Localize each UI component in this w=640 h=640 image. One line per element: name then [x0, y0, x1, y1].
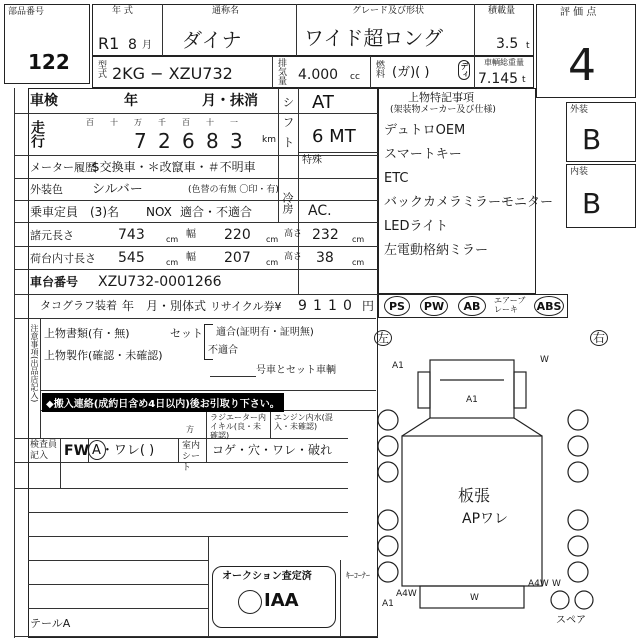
fuel-mark: ディ [460, 62, 469, 78]
mileage-digit: 3 [230, 129, 243, 153]
tacho-month: 月・別体式 [146, 299, 207, 313]
capacity-value: 3.5 [496, 36, 519, 52]
mileage-digit: 2 [158, 129, 171, 153]
grade-label: グレード及び形状 [352, 6, 425, 16]
year-era: R1 [98, 34, 120, 53]
dims-height: 232 [312, 227, 339, 243]
dims-label: 諸元長さ [30, 229, 74, 242]
displacement-label: 排気量 [276, 58, 286, 85]
type-label: 型式 [96, 60, 106, 78]
tacho-year: 年 [122, 299, 135, 313]
equipment-item: デュトロOEM [384, 123, 466, 138]
equipment-item: 左電動格納ミラー [384, 243, 489, 258]
equipment-item: バックカメラミラーモニター [384, 195, 554, 210]
fw-value: A・ワレ( ) [92, 443, 155, 458]
gross-value: 7.145 [478, 71, 519, 87]
equipment-title: 上物特記事項 [408, 91, 474, 104]
roof-mark: 方 [186, 425, 194, 434]
grade-value: ワイド超ロング [304, 26, 443, 50]
interior-seat-value: コゲ・穴・ワレ・破れ [212, 443, 333, 457]
capacity-unit: t [526, 41, 530, 51]
auction-label: オークション査定済 [222, 571, 312, 582]
key-corner-label: ｷｰｺｰﾅｰ [346, 571, 370, 580]
shift-at: AT [312, 92, 334, 113]
cargo-height: 38 [316, 250, 334, 266]
color-label: 外装色 [30, 183, 63, 196]
engine-water-note: エンジン内水(混入・未確認) [274, 413, 333, 431]
dims-length: 743 [118, 227, 145, 243]
damage-mark: A1 [382, 599, 394, 609]
exterior-grade: B [582, 123, 602, 156]
cargo-length: 545 [118, 250, 145, 266]
meter-options: $交換車・＊改竄車・＃不明車 [92, 160, 256, 174]
equipment-subtitle: (架装物メーカー及び仕様) [390, 105, 496, 115]
year-label: 年 式 [112, 6, 133, 16]
dims-width-label: 幅 [186, 229, 196, 240]
shaken-year: 年 [124, 93, 138, 109]
work-label: 上物製作(確認・未確認) [44, 349, 163, 362]
cargo-width: 207 [224, 250, 251, 266]
recycle-digit: 0 [343, 298, 352, 314]
dims-height-label: 高さ [284, 229, 303, 239]
exterior-label: 外装 [570, 105, 589, 115]
doc-label: 上物書類(有・無) [44, 327, 130, 340]
mileage-unit-header: 十 [110, 118, 118, 127]
cargo-length-unit: cm [166, 258, 179, 267]
pw-option: PW [420, 296, 448, 316]
auction-logo: IAA [264, 590, 299, 611]
nox-value: 適合・不適合 [180, 205, 253, 219]
spare-label: スペア [556, 615, 586, 626]
special-label: 特殊 [302, 155, 322, 166]
chassis-label: 車台番号 [30, 275, 79, 289]
air-brake-option: エアーブレーキ [494, 296, 526, 314]
displacement-unit: cc [350, 72, 360, 82]
damage-mark: W [470, 593, 479, 603]
seats-label: 乗車定員 [30, 205, 79, 219]
displacement-value: 4.000 [298, 67, 339, 83]
center-note-1: 板張 [458, 486, 491, 505]
meter-label: メーター履歴 [30, 161, 96, 174]
shaken-label: 車検 [30, 93, 58, 109]
mileage-digit: 6 [182, 129, 195, 153]
right-side-label: 右 [590, 330, 608, 346]
recycle-label: リサイクル券¥ [210, 300, 282, 313]
fuel-value: (ガ)( ) [392, 65, 430, 80]
mileage-digit: 8 [206, 129, 219, 153]
chassis-value: XZU732-0001266 [98, 274, 222, 290]
cargo-width-unit: cm [266, 258, 279, 267]
damage-mark: W [552, 579, 561, 589]
capacity-label: 積載量 [488, 6, 516, 16]
mileage-unit-header: 一 [230, 118, 238, 127]
cargo-height-unit: cm [352, 258, 365, 267]
damage-mark: A4W [396, 589, 417, 599]
name-label: 通称名 [212, 6, 240, 16]
mileage-unit-header: 千 [158, 118, 166, 127]
mileage-unit-header: 万 [134, 118, 142, 127]
shift-mt: 6 MT [312, 126, 356, 147]
interior-seat-label: 室内シート [182, 441, 201, 473]
lot-number: 122 [28, 50, 70, 74]
cargo-height-label: 高さ [284, 252, 303, 262]
ac-value: AC. [308, 203, 332, 219]
damage-mark: A1 [392, 361, 404, 371]
signature: テールA [30, 617, 71, 630]
center-note-2: APワレ [462, 511, 509, 527]
fuel-label: 燃料 [374, 60, 384, 78]
dims-width: 220 [224, 227, 251, 243]
equipment-item: LEDライト [384, 219, 449, 234]
inspector-label: 検査員記入 [30, 440, 58, 461]
recycle-digit: 9 [298, 298, 307, 314]
interior-grade: B [582, 187, 602, 220]
cargo-width-label: 幅 [186, 252, 196, 263]
dims-height-unit: cm [352, 235, 365, 244]
month-suffix: 月 [142, 40, 152, 51]
gross-unit: t [522, 75, 526, 85]
mileage-unit-header: 百 [182, 118, 190, 127]
dims-length-unit: cm [166, 235, 179, 244]
color-change: (色替の有無 〇印・有) [188, 185, 279, 195]
fw-label: FW [64, 443, 90, 459]
year-month: 8 [128, 37, 137, 53]
mileage-unit-header: 十 [206, 118, 214, 127]
recycle-digit: 1 [328, 298, 337, 314]
radiator-note: ラジエーター内イキル(良・未確認) [210, 413, 266, 440]
mileage-unit-header: 百 [86, 118, 94, 127]
doc-conform: 適合(証明有・証明無) [216, 327, 314, 338]
ab-option: AB [458, 296, 486, 316]
notes-vertical-label: 注意事項(出品店記入) [30, 324, 39, 403]
doc-nonconform: 不適合 [208, 345, 238, 356]
mileage-digit: 7 [134, 129, 147, 153]
shift-label: シフト [281, 96, 295, 156]
separate-label: 号車とセット車輌 [256, 365, 336, 376]
gross-label: 車輌総重量 [484, 58, 524, 67]
damage-mark: W [540, 355, 549, 365]
recycle-yen: 円 [362, 299, 375, 313]
shaken-month: 月・抹消 [202, 93, 258, 109]
interior-label: 内装 [570, 167, 589, 177]
tacho-label: タコグラフ装着 [40, 299, 117, 312]
equipment-item: スマートキー [384, 147, 462, 162]
abs-option: ABS [534, 296, 564, 316]
doc-set: セット [170, 327, 203, 340]
lot-label: 部品番号 [8, 7, 45, 17]
mileage-unit: km [262, 135, 276, 145]
type-value: 2KG − XZU732 [112, 64, 233, 83]
damage-mark: A4W [528, 579, 549, 589]
damage-mark: A1 [466, 395, 478, 405]
color-value: シルバー [92, 182, 143, 197]
nox-label: NOX [146, 205, 172, 219]
left-side-label: 左 [374, 330, 392, 346]
notice-banner: ◆搬入連絡(成約日含め4日以内)後お引取り下さい。 [42, 393, 284, 412]
recycle-digit: 1 [313, 298, 322, 314]
cargo-label: 荷台内寸長さ [30, 252, 96, 265]
score-value: 4 [568, 40, 596, 91]
ps-option: PS [384, 296, 410, 316]
mileage-label: 走行 [29, 120, 45, 148]
score-label: 評 価 点 [560, 7, 597, 18]
model-name: ダイナ [182, 28, 242, 52]
equipment-item: ETC [384, 171, 409, 186]
ac-label: 冷房 [281, 192, 294, 214]
seats-value: (3)名 [90, 205, 119, 219]
dims-width-unit: cm [266, 235, 279, 244]
